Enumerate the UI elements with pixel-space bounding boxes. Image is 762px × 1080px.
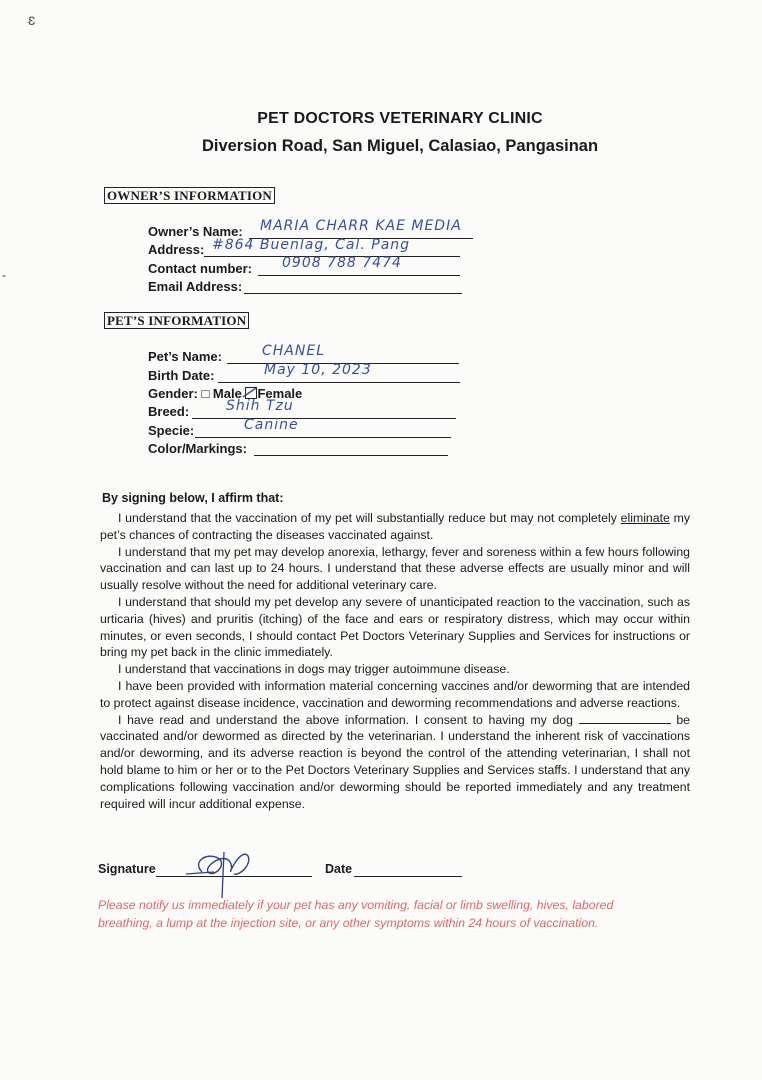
pet-name-label: Pet’s Name: xyxy=(148,349,222,364)
dog-name-blank[interactable] xyxy=(579,713,671,724)
affirmation-paragraph: I understand that should my pet develop any severe of unanticipated reaction to the vaccination, such as urticaria (hives) and pruritis (itching) of the face and ears or respiratory distress, which may occur within minutes, or even seconds, I should contact Pet Doctors Veterinary Supplies and Services for instructions or bring my pet back in the clinic immediately. xyxy=(100,594,690,660)
affirmation-paragraph: I have read and understand the above information. I consent to having my dog be vaccinated and/or dewormed as directed by the veterinarian. I understand the inherent risk of vaccinations and/or deworming, and its adverse reaction is beyond the control of the attending veterinarian, I shall not hold blame to him or her or to the Pet Doctors Veterinary Supplies and Services staffs. I understand that any complications following vaccination and/or deworming should be reported immediately and any treatment required will incur additional expense. xyxy=(100,712,690,811)
underlined-word: eliminate xyxy=(620,511,670,525)
pet-section-heading: PET’S INFORMATION xyxy=(104,312,249,329)
corner-mark: ɛ xyxy=(28,12,36,29)
birth-date-value: May 10, 2023 xyxy=(264,362,372,378)
margin-mark: - xyxy=(2,268,6,282)
birth-date-label: Birth Date: xyxy=(148,368,215,383)
owner-section-heading: OWNER’S INFORMATION xyxy=(104,187,275,204)
owner-address-value: #864 Buenlag, Cal. Pang xyxy=(212,237,411,253)
date-label: Date xyxy=(325,862,353,876)
gender-male-option[interactable]: □ Male xyxy=(201,386,242,401)
gender-label: Gender: xyxy=(148,386,198,401)
date-line[interactable] xyxy=(354,862,462,877)
signature-scribble xyxy=(184,832,264,902)
owner-name-value: MARIA CHARR KAE MEDIA xyxy=(260,218,462,234)
breed-value: Shih Tzu xyxy=(226,398,294,414)
color-markings-label: Color/Markings: xyxy=(148,441,247,456)
clinic-name: PET DOCTORS VETERINARY CLINIC xyxy=(257,110,543,127)
pet-name-value: CHANEL xyxy=(262,343,325,359)
signature-label: Signature xyxy=(98,862,156,876)
specie-label: Specie: xyxy=(148,423,195,438)
owner-name-label: Owner’s Name: xyxy=(148,224,243,239)
affirmation-body xyxy=(100,510,690,812)
affirmation-paragraph: I understand that my pet may develop anorexia, lethargy, fever and soreness within a few hours following vaccination and can last up to 24 hours. I understand that these adverse effects are usually minor and will usually resolve without the need for additional veterinary care. xyxy=(100,544,690,593)
clinic-address: Diversion Road, San Miguel, Calasiao, Pangasinan xyxy=(201,137,599,155)
contact-number-label: Contact number: xyxy=(148,261,252,276)
color-markings-line[interactable] xyxy=(254,441,448,456)
email-line[interactable] xyxy=(244,279,462,294)
affirmation-paragraph: I have been provided with information material concerning vaccines and/or deworming that are intended to protect against disease incidence, vaccination and deworming recommendations and adverse reactions. xyxy=(100,678,690,710)
affirmation-paragraph: I understand that vaccinations in dogs may trigger autoimmune disease. xyxy=(118,662,510,677)
affirmation-paragraph: I understand that the vaccination of my pet will substantially reduce but may not completely eliminate my pet’s chances of contracting the diseases vaccinated against. xyxy=(100,511,691,542)
affirmation-heading: By signing below, I affirm that: xyxy=(102,491,284,505)
owner-address-label: Address: xyxy=(148,242,205,257)
notice-text: Please notify us immediately if your pet has any vomiting, facial or limb swelling, hives, labored breathing, a lump at the injection site, or any other symptoms within 24 hours of vaccination. xyxy=(98,898,614,930)
specie-value: Canine xyxy=(244,417,299,433)
specie-line[interactable] xyxy=(195,423,451,438)
contact-number-value: 0908 788 7474 xyxy=(282,255,402,271)
gender-female-option[interactable]: Female xyxy=(245,386,302,401)
email-label: Email Address: xyxy=(148,279,243,294)
breed-label: Breed: xyxy=(148,404,190,419)
